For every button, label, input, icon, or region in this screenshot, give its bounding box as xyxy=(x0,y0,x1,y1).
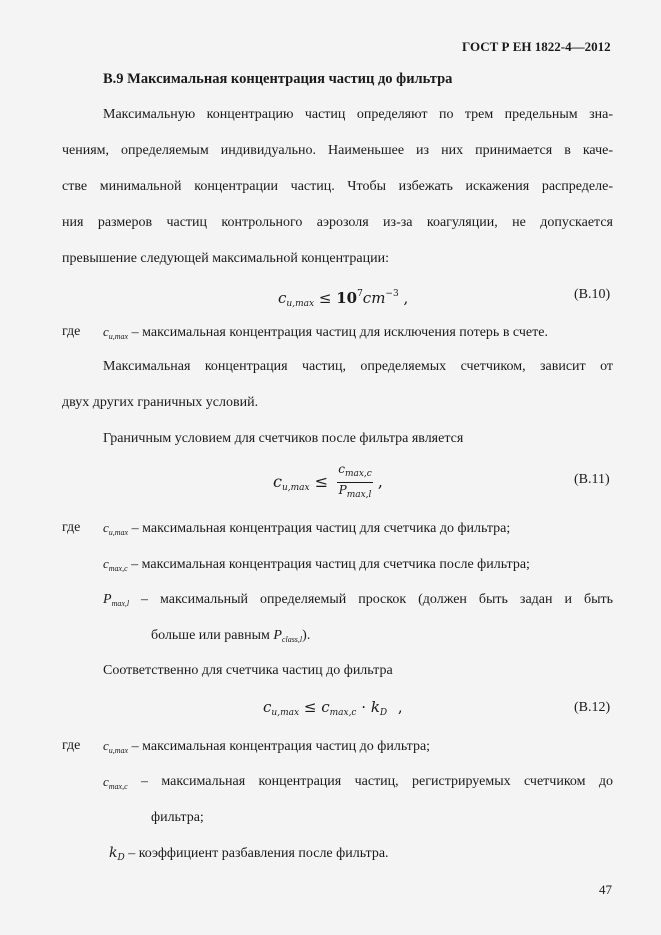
equation-b12 xyxy=(263,698,403,722)
eq-trail: , xyxy=(377,472,384,491)
eq-factor-subscript: max,c xyxy=(329,708,357,718)
eq-fraction xyxy=(337,463,373,502)
eq-numerator: c xyxy=(338,462,345,476)
definition-line xyxy=(103,324,548,345)
where-label: где xyxy=(62,324,81,339)
eq-factor: k xyxy=(370,698,380,716)
definition-continuation: фильтра; xyxy=(151,810,204,825)
eq-symbol: c xyxy=(263,698,272,716)
eq-exponent: 7 xyxy=(357,289,363,299)
paragraph-line: двух других граничных условий. xyxy=(62,395,259,410)
eq-unit-exponent: −3 xyxy=(385,289,399,299)
eq-symbol: c xyxy=(278,289,287,307)
eq-numerator-subscript: max,c xyxy=(344,469,372,479)
def-symbol: $c_{max,c}$ xyxy=(103,774,128,791)
eq-relation: ≤ xyxy=(303,698,317,716)
eq-factor: c xyxy=(321,698,330,716)
eq-subscript: u,max xyxy=(281,483,310,493)
def-text: – коэффициент разбавления после фильтра. xyxy=(128,846,389,861)
eq-symbol: c xyxy=(273,472,282,491)
equation-b11 xyxy=(273,463,383,506)
def-symbol: $c_{u,max}$ xyxy=(103,738,129,755)
eq-multiply: · xyxy=(361,698,367,716)
eq-trail: , xyxy=(397,698,403,716)
def-text: – максимальная концентрация частиц для счетчика после фильтра; xyxy=(131,557,530,572)
section-title: В.9 Максимальная концентрация частиц до фильтра xyxy=(103,71,453,87)
eq-relation: ≤ xyxy=(318,289,332,307)
eq-trail: , xyxy=(403,289,409,307)
def-symbol: $c_{u,max}$ xyxy=(103,520,129,537)
paragraph-line: Максимальную концентрацию частиц определяют по трем предельным зна- xyxy=(103,107,613,122)
paragraph-line: превышение следующей максимальной концентрации: xyxy=(62,251,389,266)
def-symbol: $P_{max,l}$ xyxy=(103,592,130,608)
def-text: ). xyxy=(302,628,311,643)
definition-line xyxy=(103,520,510,541)
definition-line xyxy=(103,592,613,612)
eq-denominator-subscript: max,l xyxy=(346,490,372,500)
def-text: – максимальный определяемый проскок (должен быть задан и быть xyxy=(141,592,613,607)
page-number: 47 xyxy=(599,882,612,897)
eq-denominator: P xyxy=(338,483,347,497)
definition-line xyxy=(109,845,389,866)
definition-line xyxy=(103,738,430,759)
def-text: больше или равным xyxy=(151,628,270,643)
eq-subscript: u,max xyxy=(271,708,300,718)
def-text: – максимальная концентрация частиц, регистрируемых счетчиком до xyxy=(141,774,613,789)
def-symbol: $P_{class,l}$ xyxy=(273,628,303,644)
paragraph-line: Граничным условием для счетчиков после фильтра является xyxy=(103,431,464,446)
where-label: где xyxy=(62,520,81,535)
paragraph-line: Соответственно для счетчика частиц до фильтра xyxy=(103,663,393,678)
eq-base: 10 xyxy=(336,289,358,307)
definition-continuation xyxy=(151,628,310,648)
definition-line xyxy=(103,774,613,795)
def-text: – максимальная концентрация частиц для счетчика до фильтра; xyxy=(131,521,511,536)
def-text: – максимальная концентрация частиц для исключения потерь в счете. xyxy=(131,325,548,340)
def-symbol: $k_D$ xyxy=(109,845,125,863)
eq-subscript: u,max xyxy=(286,299,315,309)
def-symbol: $c_{u,max}$ xyxy=(103,324,129,341)
paragraph-line: стве минимальной концентрации частиц. Чтобы избежать искажения распределе- xyxy=(62,179,613,194)
eq-unit: cm xyxy=(362,289,386,307)
equation-b10 xyxy=(278,285,408,313)
paragraph-line: чениям, определяемым индивидуально. Наименьшее из них принимается в каче- xyxy=(62,143,613,158)
def-text: – максимальная концентрация частиц до фильтра; xyxy=(131,739,431,754)
equation-number: (B.12) xyxy=(574,700,611,715)
document-code-header: ГОСТ Р ЕН 1822-4—2012 xyxy=(462,39,611,54)
def-symbol: $c_{max,c}$ xyxy=(103,556,128,573)
where-label: где xyxy=(62,738,81,753)
paragraph-line: Максимальная концентрация частиц, определяемых счетчиком, зависит от xyxy=(103,359,613,374)
equation-number: (B.11) xyxy=(574,472,610,487)
paragraph-line: ния размеров частиц контрольного аэрозоля из-за коагуляции, не допускается xyxy=(62,215,613,230)
eq-relation: ≤ xyxy=(314,472,329,491)
equation-number: (B.10) xyxy=(574,287,611,302)
definition-line xyxy=(103,556,530,577)
eq-factor-subscript: D xyxy=(379,708,388,718)
